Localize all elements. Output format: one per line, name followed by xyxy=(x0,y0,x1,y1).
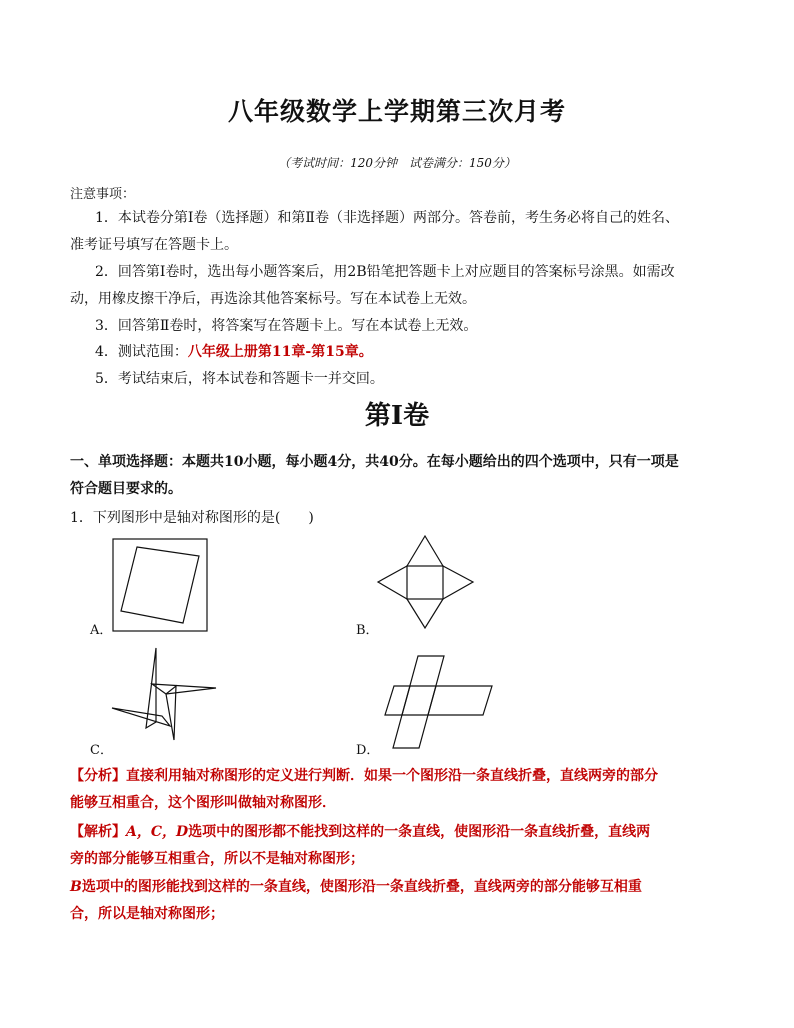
solution-line-4: 合，所以是轴对称图形； xyxy=(70,906,224,922)
analysis-line-1 xyxy=(70,765,658,785)
option-b-label: B． xyxy=(356,623,379,638)
figure-d xyxy=(380,654,495,750)
analysis-text-1: 直接利用轴对称图形的定义进行判断．如果一个图形沿一条直线折叠，直线两旁的部分 xyxy=(126,768,658,784)
note-1-line-2: 准考证号填写在答题卡上。 xyxy=(70,237,238,253)
solution-letter-b: B xyxy=(70,879,82,895)
exam-info: （考试时间：120分钟 试卷满分：150分） xyxy=(278,156,516,170)
solution-line-2: 旁的部分能够互相重合，所以不是轴对称图形； xyxy=(70,851,364,867)
solution-line-1 xyxy=(70,821,650,841)
page-title: 八年级数学上学期第三次月考 xyxy=(227,97,566,126)
section-title: 第Ⅰ卷 xyxy=(364,401,430,431)
figure-b xyxy=(376,534,476,630)
note-1-line-1: 1．本试卷分第Ⅰ卷（选择题）和第Ⅱ卷（非选择题）两部分。答卷前，考生务必将自己的姓名、 xyxy=(95,210,679,226)
option-d-label: D． xyxy=(356,743,380,758)
note-2-line-2: 动，用橡皮擦干净后，再选涂其他答案标号。写在本试卷上无效。 xyxy=(70,291,476,307)
note-4-prefix: 4．测试范围： xyxy=(95,344,188,360)
solution-text-3: 选项中的图形能找到这样的一条直线，使图形沿一条直线折叠，直线两旁的部分能够互相重 xyxy=(81,879,642,895)
analysis-line-2: 能够互相重合，这个图形叫做轴对称图形． xyxy=(70,795,336,811)
note-4 xyxy=(95,341,373,361)
note-2-line-1: 2．回答第Ⅰ卷时，选出每小题答案后，用2B铅笔把答题卡上对应题目的答案标号涂黑。如需改 xyxy=(95,264,675,280)
option-c-label: C． xyxy=(90,743,113,758)
note-3: 3．回答第Ⅱ卷时，将答案写在答题卡上。写在本试卷上无效。 xyxy=(95,318,478,334)
solution-letters: A，C，D xyxy=(126,824,189,840)
figure-c xyxy=(110,646,220,742)
part-one-line-2: 符合题目要求的。 xyxy=(70,481,182,497)
part-one-line-1: 一、单项选择题：本题共10小题，每小题4分，共40分。在每小题给出的四个选项中，只有一项是 xyxy=(70,454,679,470)
notes-heading: 注意事项： xyxy=(70,187,136,202)
analysis-tag: 【分析】 xyxy=(70,768,126,784)
option-a-label: A． xyxy=(90,623,113,638)
solution-line-3 xyxy=(70,876,642,896)
figure-a xyxy=(112,538,208,632)
solution-tag: 【解析】 xyxy=(70,824,126,840)
note-5: 5．考试结束后，将本试卷和答题卡一并交回。 xyxy=(95,371,384,387)
test-range: 八年级上册第11章-第15章。 xyxy=(187,344,373,360)
solution-text-1: 选项中的图形都不能找到这样的一条直线，使图形沿一条直线折叠，直线两 xyxy=(188,824,651,840)
question-1-stem: 1．下列图形中是轴对称图形的是( ) xyxy=(70,510,314,526)
